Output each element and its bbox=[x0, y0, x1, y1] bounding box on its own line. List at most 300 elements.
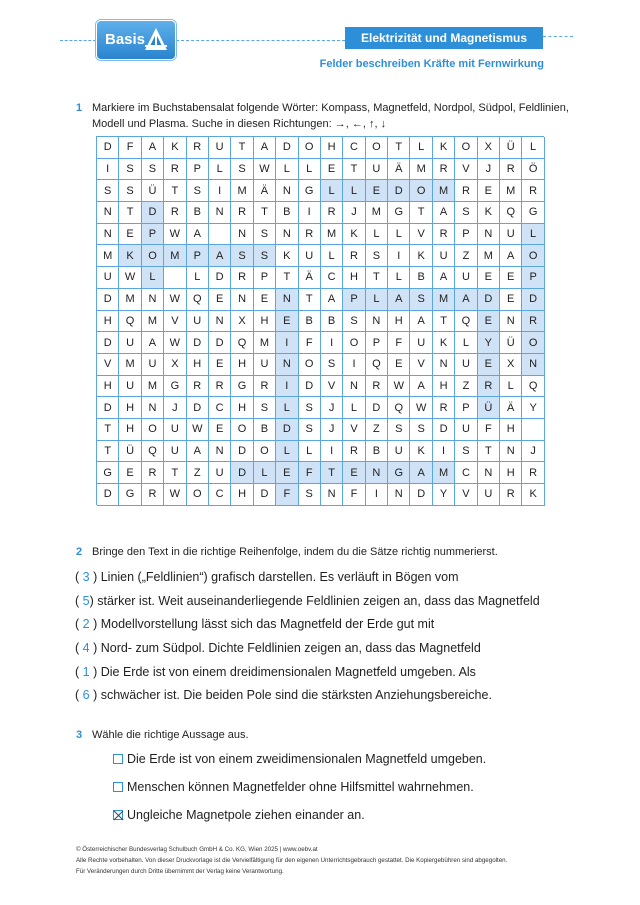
grid-cell[interactable]: R bbox=[164, 202, 186, 224]
grid-cell[interactable]: R bbox=[321, 202, 343, 224]
grid-cell[interactable]: Q bbox=[231, 332, 253, 354]
grid-cell[interactable]: X bbox=[164, 354, 186, 376]
grid-cell[interactable]: M bbox=[142, 376, 164, 398]
grid-cell[interactable]: H bbox=[119, 419, 141, 441]
grid-cell[interactable]: U bbox=[164, 441, 186, 463]
grid-cell[interactable]: N bbox=[209, 202, 231, 224]
grid-cell[interactable]: Ü bbox=[500, 137, 522, 159]
grid-cell[interactable]: Ü bbox=[119, 441, 141, 463]
grid-cell[interactable]: Ü bbox=[142, 180, 164, 202]
grid-cell[interactable]: D bbox=[97, 397, 119, 419]
grid-cell[interactable]: K bbox=[164, 137, 186, 159]
grid-cell[interactable]: O bbox=[455, 137, 477, 159]
grid-cell[interactable]: T bbox=[343, 159, 365, 181]
grid-cell[interactable]: Ü bbox=[478, 397, 500, 419]
grid-cell[interactable]: M bbox=[164, 245, 186, 267]
grid-cell[interactable]: A bbox=[142, 332, 164, 354]
grid-cell[interactable]: E bbox=[119, 462, 141, 484]
grid-cell[interactable]: G bbox=[97, 462, 119, 484]
sentence-order-number[interactable]: 4 bbox=[79, 641, 94, 655]
grid-cell[interactable]: R bbox=[209, 376, 231, 398]
grid-cell[interactable]: U bbox=[500, 224, 522, 246]
grid-cell[interactable]: L bbox=[410, 137, 432, 159]
grid-cell[interactable]: K bbox=[276, 245, 298, 267]
grid-cell[interactable]: L bbox=[209, 159, 231, 181]
grid-cell[interactable]: N bbox=[366, 311, 388, 333]
grid-cell[interactable]: J bbox=[321, 419, 343, 441]
grid-cell[interactable]: V bbox=[164, 311, 186, 333]
grid-cell[interactable]: N bbox=[388, 484, 410, 506]
grid-cell[interactable]: N bbox=[276, 224, 298, 246]
grid-cell[interactable]: R bbox=[500, 484, 522, 506]
grid-cell[interactable]: E bbox=[478, 311, 500, 333]
sentence-order-number[interactable]: 1 bbox=[79, 665, 94, 679]
grid-cell[interactable]: G bbox=[388, 462, 410, 484]
grid-cell[interactable]: S bbox=[455, 441, 477, 463]
grid-cell[interactable]: S bbox=[343, 311, 365, 333]
grid-cell[interactable]: G bbox=[119, 484, 141, 506]
grid-cell[interactable]: Q bbox=[388, 397, 410, 419]
grid-cell[interactable]: N bbox=[433, 354, 455, 376]
grid-cell[interactable]: A bbox=[410, 462, 432, 484]
grid-cell[interactable]: O bbox=[410, 180, 432, 202]
grid-cell[interactable]: L bbox=[388, 267, 410, 289]
grid-cell[interactable]: R bbox=[187, 376, 209, 398]
grid-cell[interactable]: L bbox=[321, 245, 343, 267]
grid-cell[interactable]: R bbox=[254, 376, 276, 398]
grid-cell[interactable]: S bbox=[119, 180, 141, 202]
grid-cell[interactable]: L bbox=[321, 180, 343, 202]
grid-cell[interactable]: A bbox=[388, 289, 410, 311]
grid-cell[interactable]: R bbox=[231, 202, 253, 224]
grid-cell[interactable]: Ö bbox=[522, 159, 544, 181]
grid-cell[interactable]: I bbox=[366, 484, 388, 506]
grid-cell[interactable]: Z bbox=[455, 245, 477, 267]
grid-cell[interactable]: O bbox=[299, 354, 321, 376]
grid-cell[interactable]: N bbox=[478, 224, 500, 246]
grid-cell[interactable]: E bbox=[321, 159, 343, 181]
grid-cell[interactable]: K bbox=[433, 332, 455, 354]
grid-cell[interactable]: H bbox=[321, 137, 343, 159]
grid-cell[interactable]: Q bbox=[366, 354, 388, 376]
grid-cell[interactable]: Ä bbox=[254, 180, 276, 202]
grid-cell[interactable]: S bbox=[142, 159, 164, 181]
grid-cell[interactable]: X bbox=[231, 311, 253, 333]
grid-cell[interactable]: W bbox=[410, 397, 432, 419]
grid-cell[interactable]: T bbox=[366, 267, 388, 289]
grid-cell[interactable]: J bbox=[478, 159, 500, 181]
grid-cell[interactable]: Y bbox=[522, 397, 544, 419]
grid-cell[interactable]: L bbox=[299, 159, 321, 181]
grid-cell[interactable]: N bbox=[343, 376, 365, 398]
grid-cell[interactable]: M bbox=[478, 245, 500, 267]
grid-cell[interactable]: S bbox=[299, 397, 321, 419]
grid-cell[interactable] bbox=[164, 267, 186, 289]
checkbox-icon[interactable] bbox=[113, 754, 123, 764]
grid-cell[interactable]: J bbox=[321, 397, 343, 419]
grid-cell[interactable]: M bbox=[97, 245, 119, 267]
grid-cell[interactable]: R bbox=[478, 376, 500, 398]
grid-cell[interactable]: L bbox=[343, 180, 365, 202]
grid-cell[interactable]: E bbox=[500, 267, 522, 289]
grid-cell[interactable]: C bbox=[321, 267, 343, 289]
grid-cell[interactable]: L bbox=[522, 137, 544, 159]
grid-cell[interactable]: R bbox=[522, 311, 544, 333]
checked-checkbox-icon[interactable] bbox=[113, 810, 123, 820]
grid-cell[interactable]: D bbox=[97, 289, 119, 311]
grid-cell[interactable]: V bbox=[455, 484, 477, 506]
grid-cell[interactable]: H bbox=[500, 419, 522, 441]
grid-cell[interactable]: P bbox=[142, 224, 164, 246]
grid-cell[interactable]: Z bbox=[455, 376, 477, 398]
grid-cell[interactable]: B bbox=[299, 311, 321, 333]
grid-cell[interactable]: D bbox=[97, 332, 119, 354]
grid-cell[interactable]: Ü bbox=[500, 332, 522, 354]
grid-cell[interactable]: R bbox=[433, 159, 455, 181]
grid-cell[interactable]: F bbox=[388, 332, 410, 354]
grid-cell[interactable]: E bbox=[478, 354, 500, 376]
grid-cell[interactable]: D bbox=[522, 289, 544, 311]
grid-cell[interactable]: A bbox=[455, 289, 477, 311]
grid-cell[interactable]: N bbox=[231, 224, 253, 246]
grid-cell[interactable]: D bbox=[254, 484, 276, 506]
grid-cell[interactable]: S bbox=[187, 180, 209, 202]
grid-cell[interactable]: W bbox=[164, 289, 186, 311]
grid-cell[interactable]: S bbox=[366, 245, 388, 267]
grid-cell[interactable]: U bbox=[388, 441, 410, 463]
grid-cell[interactable]: U bbox=[410, 332, 432, 354]
grid-cell[interactable]: O bbox=[343, 332, 365, 354]
grid-cell[interactable]: F bbox=[299, 462, 321, 484]
grid-cell[interactable]: E bbox=[254, 289, 276, 311]
grid-cell[interactable]: T bbox=[276, 267, 298, 289]
grid-cell[interactable]: K bbox=[522, 484, 544, 506]
grid-cell[interactable]: P bbox=[187, 159, 209, 181]
grid-cell[interactable]: F bbox=[478, 419, 500, 441]
grid-cell[interactable]: R bbox=[366, 376, 388, 398]
grid-cell[interactable]: E bbox=[276, 462, 298, 484]
grid-cell[interactable]: D bbox=[231, 462, 253, 484]
grid-cell[interactable]: Q bbox=[187, 289, 209, 311]
grid-cell[interactable]: A bbox=[187, 441, 209, 463]
grid-cell[interactable]: T bbox=[299, 289, 321, 311]
grid-cell[interactable]: B bbox=[254, 419, 276, 441]
grid-cell[interactable]: E bbox=[276, 311, 298, 333]
grid-cell[interactable]: V bbox=[455, 159, 477, 181]
grid-cell[interactable]: J bbox=[522, 441, 544, 463]
grid-cell[interactable]: K bbox=[343, 224, 365, 246]
grid-cell[interactable]: O bbox=[142, 245, 164, 267]
grid-cell[interactable]: I bbox=[321, 332, 343, 354]
grid-cell[interactable]: I bbox=[299, 202, 321, 224]
grid-cell[interactable]: X bbox=[478, 137, 500, 159]
grid-cell[interactable]: H bbox=[231, 484, 253, 506]
grid-cell[interactable]: A bbox=[321, 289, 343, 311]
grid-cell[interactable]: H bbox=[433, 376, 455, 398]
grid-cell[interactable]: J bbox=[164, 397, 186, 419]
grid-cell[interactable]: H bbox=[231, 354, 253, 376]
grid-cell[interactable]: T bbox=[231, 137, 253, 159]
grid-cell[interactable]: R bbox=[142, 484, 164, 506]
grid-cell[interactable]: M bbox=[433, 180, 455, 202]
grid-cell[interactable]: S bbox=[321, 354, 343, 376]
grid-cell[interactable]: A bbox=[254, 137, 276, 159]
grid-cell[interactable]: E bbox=[209, 419, 231, 441]
grid-cell[interactable]: N bbox=[97, 224, 119, 246]
grid-cell[interactable]: T bbox=[321, 462, 343, 484]
grid-cell[interactable]: V bbox=[343, 419, 365, 441]
grid-cell[interactable]: M bbox=[410, 159, 432, 181]
grid-cell[interactable]: M bbox=[231, 180, 253, 202]
grid-cell[interactable]: B bbox=[276, 202, 298, 224]
grid-cell[interactable]: A bbox=[410, 311, 432, 333]
grid-cell[interactable]: T bbox=[433, 311, 455, 333]
grid-cell[interactable]: H bbox=[231, 397, 253, 419]
grid-cell[interactable]: O bbox=[366, 137, 388, 159]
sentence-order-number[interactable]: 5 bbox=[79, 594, 90, 608]
grid-cell[interactable]: D bbox=[97, 484, 119, 506]
grid-cell[interactable]: N bbox=[366, 462, 388, 484]
grid-cell[interactable]: L bbox=[343, 397, 365, 419]
grid-cell[interactable]: R bbox=[433, 397, 455, 419]
grid-cell[interactable]: U bbox=[366, 159, 388, 181]
grid-cell[interactable]: Q bbox=[522, 376, 544, 398]
grid-cell[interactable]: L bbox=[276, 441, 298, 463]
grid-cell[interactable]: O bbox=[522, 245, 544, 267]
grid-cell[interactable]: C bbox=[343, 137, 365, 159]
grid-cell[interactable]: H bbox=[343, 267, 365, 289]
grid-cell[interactable]: N bbox=[142, 397, 164, 419]
grid-cell[interactable]: M bbox=[119, 289, 141, 311]
grid-cell[interactable]: U bbox=[455, 267, 477, 289]
grid-cell[interactable]: H bbox=[187, 354, 209, 376]
grid-cell[interactable]: P bbox=[522, 267, 544, 289]
grid-cell[interactable]: R bbox=[522, 180, 544, 202]
sentence-order-number[interactable]: 3 bbox=[79, 570, 94, 584]
grid-cell[interactable]: D bbox=[142, 202, 164, 224]
grid-cell[interactable]: D bbox=[231, 441, 253, 463]
grid-cell[interactable]: K bbox=[410, 245, 432, 267]
grid-cell[interactable]: N bbox=[209, 441, 231, 463]
grid-cell[interactable]: O bbox=[142, 419, 164, 441]
grid-cell[interactable]: Q bbox=[119, 311, 141, 333]
grid-cell[interactable]: R bbox=[343, 441, 365, 463]
checkbox-icon[interactable] bbox=[113, 782, 123, 792]
grid-cell[interactable]: R bbox=[455, 180, 477, 202]
choice-option[interactable] bbox=[113, 808, 365, 822]
grid-cell[interactable]: U bbox=[478, 484, 500, 506]
grid-cell[interactable]: U bbox=[142, 354, 164, 376]
grid-cell[interactable]: M bbox=[119, 354, 141, 376]
grid-cell[interactable]: S bbox=[455, 202, 477, 224]
grid-cell[interactable]: I bbox=[343, 354, 365, 376]
grid-cell[interactable]: L bbox=[388, 224, 410, 246]
grid-cell[interactable]: G bbox=[231, 376, 253, 398]
grid-cell[interactable]: E bbox=[388, 354, 410, 376]
grid-cell[interactable]: E bbox=[478, 267, 500, 289]
grid-cell[interactable]: R bbox=[164, 159, 186, 181]
grid-cell[interactable]: L bbox=[366, 289, 388, 311]
grid-cell[interactable]: S bbox=[231, 159, 253, 181]
grid-cell[interactable]: R bbox=[433, 224, 455, 246]
grid-cell[interactable]: N bbox=[231, 289, 253, 311]
grid-cell[interactable]: D bbox=[388, 180, 410, 202]
grid-cell[interactable]: L bbox=[142, 267, 164, 289]
grid-cell[interactable]: M bbox=[366, 202, 388, 224]
grid-cell[interactable]: H bbox=[500, 462, 522, 484]
grid-cell[interactable]: E bbox=[478, 180, 500, 202]
choice-option[interactable] bbox=[113, 752, 486, 766]
grid-cell[interactable]: L bbox=[276, 159, 298, 181]
grid-cell[interactable]: V bbox=[97, 354, 119, 376]
grid-cell[interactable]: L bbox=[276, 397, 298, 419]
grid-cell[interactable]: H bbox=[97, 311, 119, 333]
grid-cell[interactable]: R bbox=[299, 224, 321, 246]
grid-cell[interactable]: L bbox=[299, 441, 321, 463]
grid-cell[interactable]: Ä bbox=[500, 397, 522, 419]
grid-cell[interactable]: O bbox=[522, 332, 544, 354]
grid-cell[interactable]: C bbox=[209, 397, 231, 419]
grid-cell[interactable]: L bbox=[522, 224, 544, 246]
grid-cell[interactable]: D bbox=[209, 267, 231, 289]
grid-cell[interactable]: L bbox=[500, 376, 522, 398]
grid-cell[interactable]: T bbox=[254, 202, 276, 224]
grid-cell[interactable]: U bbox=[209, 462, 231, 484]
grid-cell[interactable]: S bbox=[299, 419, 321, 441]
grid-cell[interactable]: F bbox=[343, 484, 365, 506]
grid-cell[interactable]: E bbox=[209, 289, 231, 311]
grid-cell[interactable]: S bbox=[388, 419, 410, 441]
grid-cell[interactable]: N bbox=[276, 289, 298, 311]
grid-cell[interactable]: P bbox=[455, 397, 477, 419]
grid-cell[interactable]: D bbox=[276, 137, 298, 159]
grid-cell[interactable]: K bbox=[433, 137, 455, 159]
grid-cell[interactable]: G bbox=[164, 376, 186, 398]
grid-cell[interactable]: H bbox=[119, 397, 141, 419]
grid-cell[interactable]: G bbox=[388, 202, 410, 224]
sentence-order-number[interactable]: 6 bbox=[79, 688, 94, 702]
grid-cell[interactable]: I bbox=[97, 159, 119, 181]
grid-cell[interactable]: O bbox=[187, 484, 209, 506]
grid-cell[interactable]: Q bbox=[500, 202, 522, 224]
grid-cell[interactable]: V bbox=[321, 376, 343, 398]
grid-cell[interactable]: B bbox=[410, 267, 432, 289]
grid-cell[interactable]: L bbox=[187, 267, 209, 289]
grid-cell[interactable]: A bbox=[410, 376, 432, 398]
grid-cell[interactable]: L bbox=[254, 462, 276, 484]
grid-cell[interactable]: U bbox=[299, 245, 321, 267]
grid-cell[interactable]: I bbox=[209, 180, 231, 202]
grid-cell[interactable]: H bbox=[97, 376, 119, 398]
grid-cell[interactable]: K bbox=[119, 245, 141, 267]
grid-cell[interactable]: G bbox=[299, 180, 321, 202]
grid-cell[interactable]: K bbox=[410, 441, 432, 463]
grid-cell[interactable]: A bbox=[187, 224, 209, 246]
grid-cell[interactable]: Q bbox=[142, 441, 164, 463]
grid-cell[interactable]: U bbox=[164, 419, 186, 441]
grid-cell[interactable]: E bbox=[119, 224, 141, 246]
grid-cell[interactable]: R bbox=[187, 137, 209, 159]
grid-cell[interactable]: U bbox=[209, 137, 231, 159]
grid-cell[interactable]: R bbox=[500, 159, 522, 181]
grid-cell[interactable]: T bbox=[164, 462, 186, 484]
grid-cell[interactable]: T bbox=[478, 441, 500, 463]
grid-cell[interactable]: P bbox=[187, 245, 209, 267]
grid-cell[interactable]: E bbox=[500, 289, 522, 311]
grid-cell[interactable]: O bbox=[299, 137, 321, 159]
grid-cell[interactable]: M bbox=[433, 462, 455, 484]
grid-cell[interactable]: S bbox=[254, 245, 276, 267]
grid-cell[interactable]: X bbox=[500, 354, 522, 376]
grid-cell[interactable]: F bbox=[299, 332, 321, 354]
grid-cell[interactable]: B bbox=[321, 311, 343, 333]
grid-cell[interactable]: Z bbox=[366, 419, 388, 441]
grid-cell[interactable]: Ä bbox=[299, 267, 321, 289]
grid-cell[interactable]: R bbox=[343, 245, 365, 267]
grid-cell[interactable]: O bbox=[254, 441, 276, 463]
grid-cell[interactable]: L bbox=[366, 224, 388, 246]
grid-cell[interactable]: W bbox=[254, 159, 276, 181]
grid-cell[interactable]: U bbox=[254, 354, 276, 376]
grid-cell[interactable]: N bbox=[321, 484, 343, 506]
grid-cell[interactable]: N bbox=[97, 202, 119, 224]
grid-cell[interactable]: W bbox=[164, 484, 186, 506]
grid-cell[interactable]: P bbox=[343, 289, 365, 311]
grid-cell[interactable]: H bbox=[254, 311, 276, 333]
grid-cell[interactable]: G bbox=[522, 202, 544, 224]
grid-cell[interactable]: R bbox=[231, 267, 253, 289]
grid-cell[interactable]: Ä bbox=[388, 159, 410, 181]
grid-cell[interactable]: N bbox=[209, 311, 231, 333]
grid-cell[interactable]: T bbox=[97, 441, 119, 463]
grid-cell[interactable]: P bbox=[455, 224, 477, 246]
grid-cell[interactable]: M bbox=[433, 289, 455, 311]
sentence-order-number[interactable]: 2 bbox=[79, 617, 94, 631]
grid-cell[interactable]: I bbox=[388, 245, 410, 267]
grid-cell[interactable]: S bbox=[410, 419, 432, 441]
grid-cell[interactable]: T bbox=[164, 180, 186, 202]
grid-cell[interactable]: M bbox=[321, 224, 343, 246]
grid-cell[interactable]: T bbox=[388, 137, 410, 159]
grid-cell[interactable]: S bbox=[410, 289, 432, 311]
grid-cell[interactable]: N bbox=[522, 354, 544, 376]
grid-cell[interactable]: O bbox=[231, 419, 253, 441]
grid-cell[interactable]: A bbox=[433, 202, 455, 224]
grid-cell[interactable]: P bbox=[366, 332, 388, 354]
grid-cell[interactable]: I bbox=[321, 441, 343, 463]
grid-cell[interactable]: S bbox=[119, 159, 141, 181]
grid-cell[interactable]: C bbox=[209, 484, 231, 506]
grid-cell[interactable]: B bbox=[366, 441, 388, 463]
grid-cell[interactable]: R bbox=[142, 462, 164, 484]
grid-cell[interactable]: Q bbox=[455, 311, 477, 333]
grid-cell[interactable]: P bbox=[254, 267, 276, 289]
grid-cell[interactable]: J bbox=[343, 202, 365, 224]
grid-cell[interactable] bbox=[522, 419, 544, 441]
grid-cell[interactable]: D bbox=[410, 484, 432, 506]
grid-cell[interactable]: E bbox=[209, 354, 231, 376]
grid-cell[interactable]: U bbox=[119, 332, 141, 354]
grid-cell[interactable]: D bbox=[97, 137, 119, 159]
grid-cell[interactable]: N bbox=[478, 462, 500, 484]
grid-cell[interactable]: N bbox=[276, 354, 298, 376]
grid-cell[interactable]: F bbox=[276, 484, 298, 506]
grid-cell[interactable]: N bbox=[276, 180, 298, 202]
grid-cell[interactable]: S bbox=[254, 397, 276, 419]
grid-cell[interactable]: M bbox=[254, 332, 276, 354]
grid-cell[interactable]: R bbox=[522, 462, 544, 484]
grid-cell[interactable]: V bbox=[410, 224, 432, 246]
